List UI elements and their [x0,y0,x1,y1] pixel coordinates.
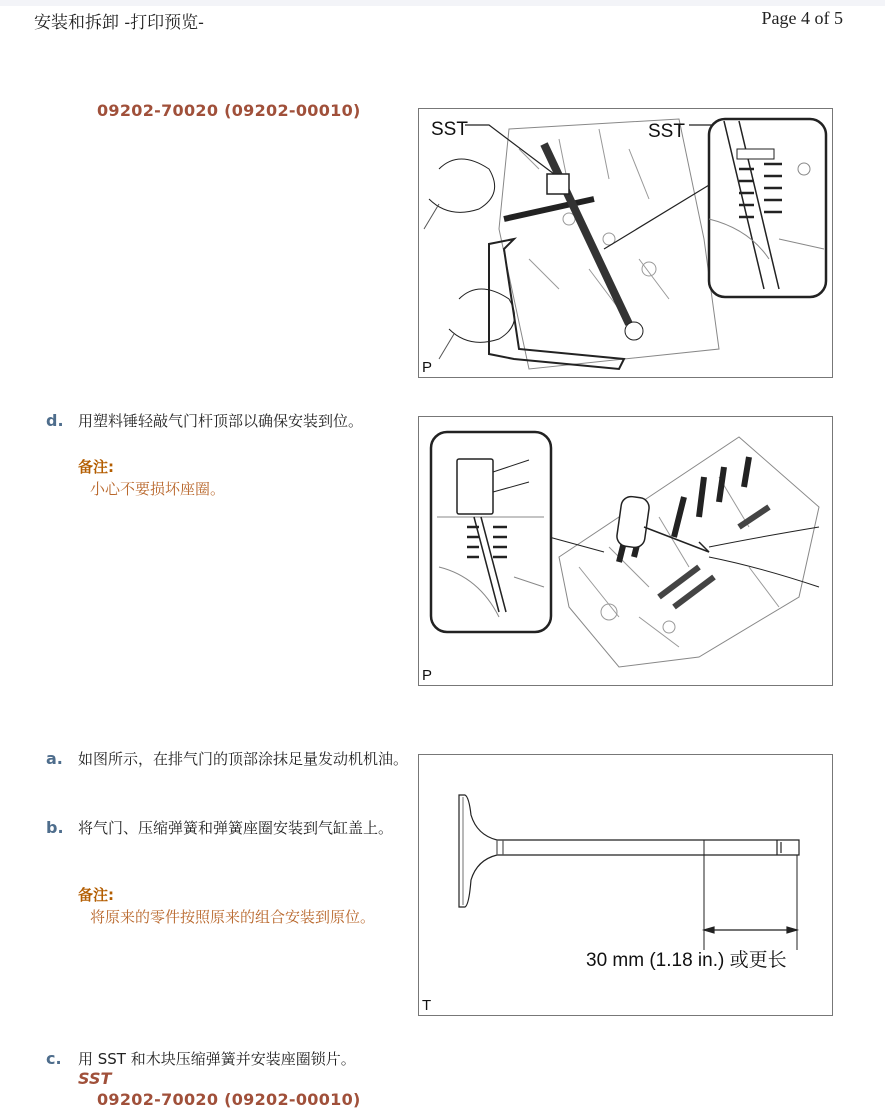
step-label: b. [46,818,64,837]
sst-part-number: 09202-70020 (09202-00010) [97,1090,361,1109]
step-text: 如图所示，在排气门的顶部涂抹足量发动机机油。 [78,750,409,768]
figure-corner-tag: P [422,359,433,376]
exhaust-valve-illustration [419,755,832,1015]
print-preview-top-bar [0,0,885,6]
svg-text:SST: SST [648,121,685,142]
note-text: 小心不要损坏座圈。 [90,480,226,498]
valve-spring-compressor-illustration [419,109,832,377]
figure-corner-tag: T [422,997,432,1014]
svg-text:30 mm (1.18 in.) 或更长: 30 mm (1.18 in.) 或更长 [586,950,787,971]
sst-label: SST [78,1069,112,1088]
step-text: 用塑料锤轻敲气门杆顶部以确保安装到位。 [78,412,364,430]
note-heading: 备注: [78,458,114,476]
sst-part-number: 09202-70020 (09202-00010) [97,101,361,120]
note-text: 将原来的零件按照原来的组合安装到原位。 [90,908,376,926]
page-title: 安装和拆卸 -打印预览- [34,13,204,33]
step-label: d. [46,411,64,430]
note-heading: 备注: [78,886,114,904]
figure-exhaust-valve [418,754,833,1016]
plastic-hammer-illustration [419,417,832,685]
page-indicator: Page 4 of 5 [761,8,843,28]
step-text: 将气门、压缩弹簧和弹簧座圈安装到气缸盖上。 [78,819,394,837]
svg-text:SST: SST [431,119,468,140]
step-text: 用 SST 和木块压缩弹簧并安装座圈锁片。 [78,1050,356,1068]
step-label: c. [46,1049,62,1068]
figure-valve-spring-compressor [418,108,833,378]
figure-corner-tag: P [422,667,433,684]
figure-plastic-hammer [418,416,833,686]
step-label: a. [46,749,63,768]
